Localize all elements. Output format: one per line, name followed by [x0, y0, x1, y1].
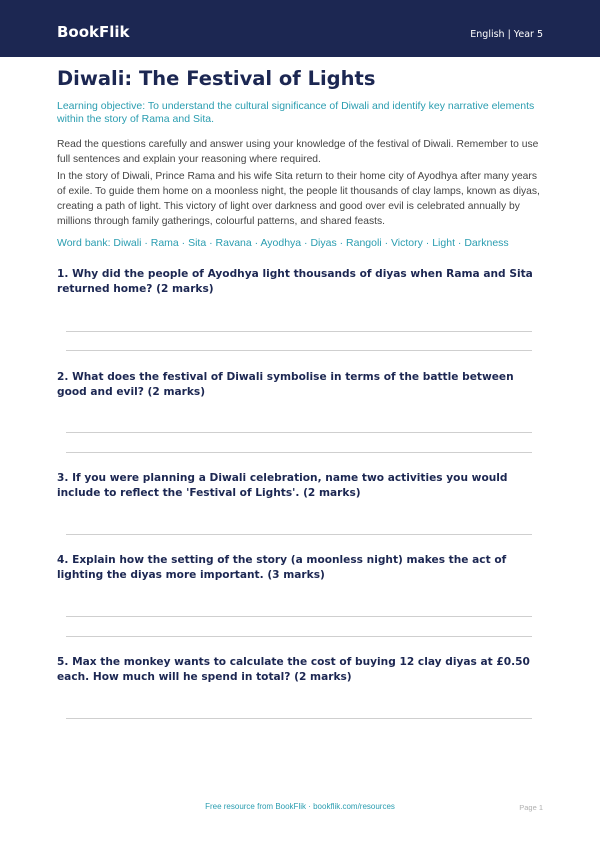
- question-1: 1. Why did the people of Ayodhya light thousands of diyas when Rama and Sita returned home? (2 marks): [57, 268, 533, 295]
- story-paragraph: In the story of Diwali, Prince Rama and his wife Sita return to their home city of Ayodhya after many years of exile. To guide them home on a moonless night, the people lit thousands of clay lamps, known as diyas, creating a path of light. This victory of light over darkness and good over evil is celebrated annually by millions through family gatherings, colourful patterns, and shared feasts.: [57, 171, 540, 227]
- question-4: 4. Explain how the setting of the story (a moonless night) makes the act of lighting the diyas more important. (3 marks): [57, 554, 507, 581]
- page-number: Page 1: [519, 803, 543, 812]
- instructions: Read the questions carefully and answer using your knowledge of the festival of Diwali. Remember to use full sentences and explain your reasoning where required.: [57, 139, 539, 165]
- answer-line[interactable]: [66, 534, 532, 535]
- word-bank: Word bank: Diwali · Rama · Sita · Ravana · Ayodhya · Diyas · Rangoli · Victory · Light · Darkness: [57, 237, 509, 249]
- answer-line[interactable]: [66, 616, 532, 617]
- answer-line[interactable]: [66, 718, 532, 719]
- question-3: 3. If you were planning a Diwali celebration, name two activities you would include to reflect the 'Festival of Lights'. (2 marks): [57, 472, 508, 499]
- learning-objective: Learning objective: To understand the cultural significance of Diwali and identify key narrative elements within the story of Rama and Sita.: [57, 100, 535, 125]
- answer-line[interactable]: [66, 452, 532, 453]
- footer-link[interactable]: Free resource from BookFlik · bookflik.com/resources: [205, 802, 395, 811]
- subject-year: English | Year 5: [470, 29, 543, 40]
- page-title: Diwali: The Festival of Lights: [57, 67, 376, 90]
- answer-line[interactable]: [66, 636, 532, 637]
- header-bar: [0, 0, 600, 57]
- brand-logo[interactable]: BookFlik: [57, 23, 130, 41]
- question-2: 2. What does the festival of Diwali symbolise in terms of the battle between good and evil? (2 marks): [57, 371, 514, 398]
- question-5: 5. Max the monkey wants to calculate the cost of buying 12 clay diyas at £0.50 each. How much will he spend in total? (2 marks): [57, 656, 530, 683]
- answer-line[interactable]: [66, 432, 532, 433]
- answer-line[interactable]: [66, 350, 532, 351]
- answer-line[interactable]: [66, 331, 532, 332]
